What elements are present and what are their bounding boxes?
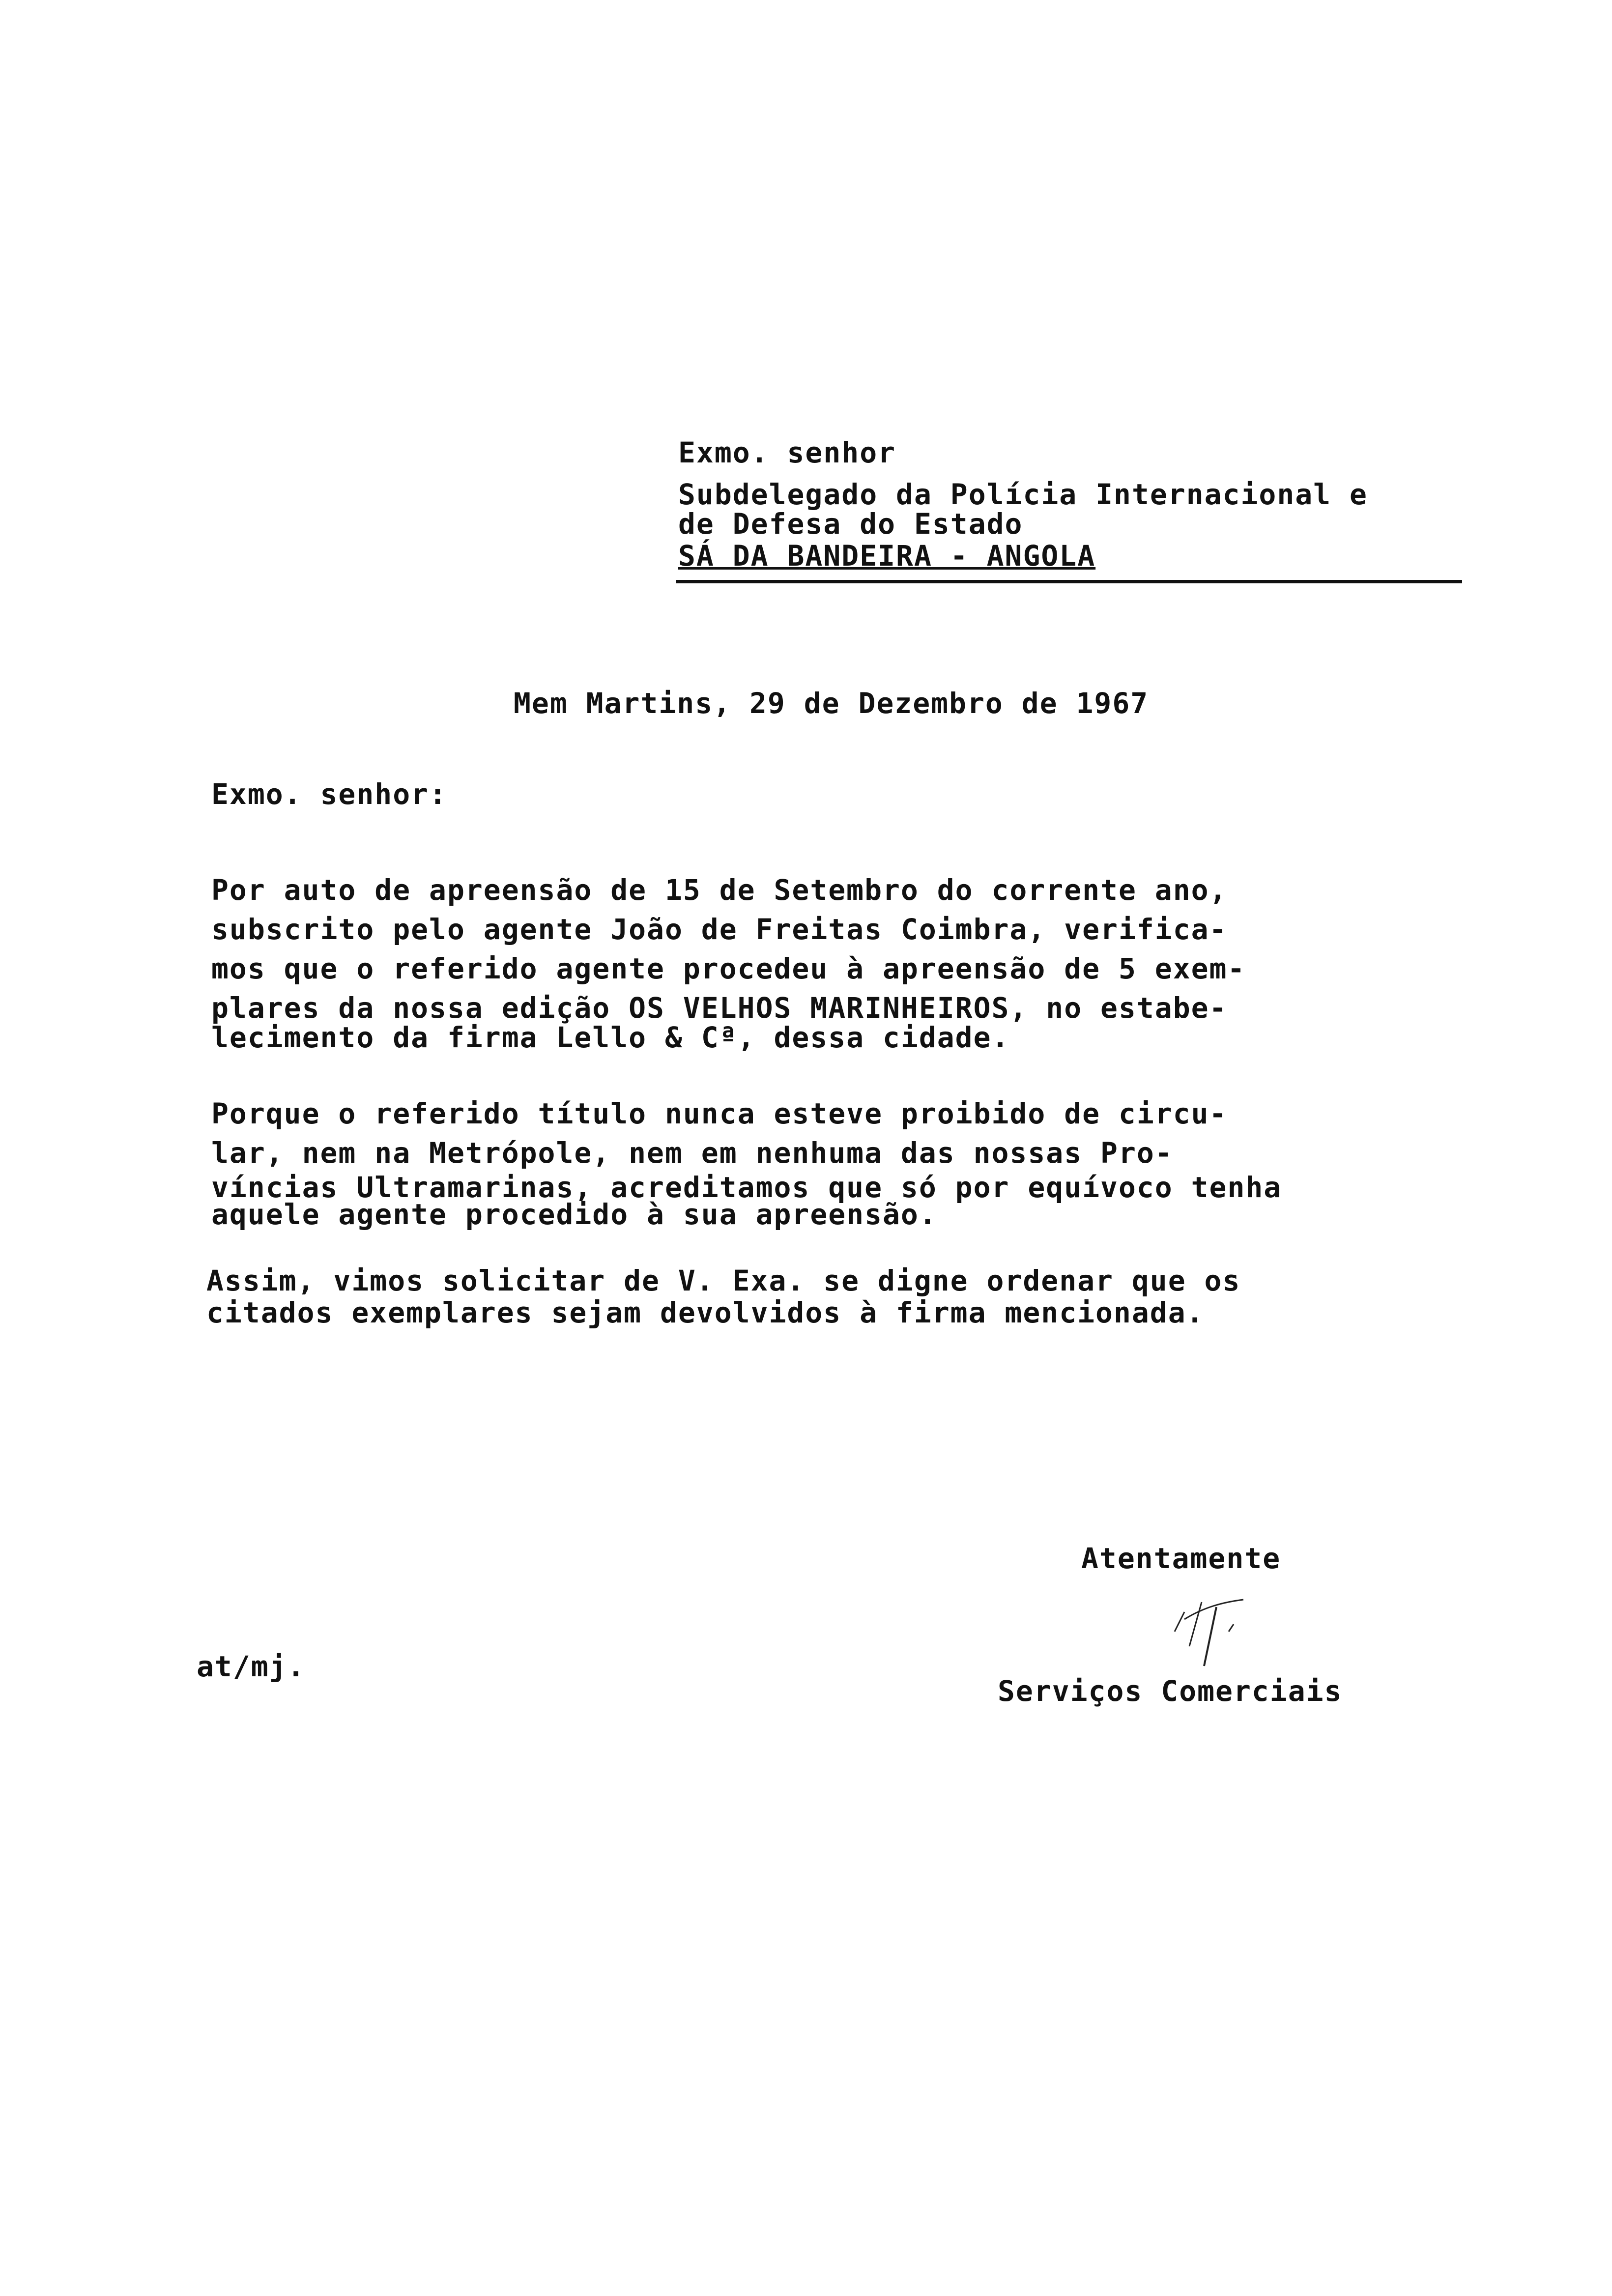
- paragraph-1-line: Por auto de apreensão de 15 de Setembro do corrente ano,: [211, 873, 1228, 907]
- addressee-location: SÁ DA BANDEIRA - ANGOLA: [678, 539, 1096, 573]
- signatory: Serviços Comerciais: [998, 1674, 1343, 1708]
- paragraph-3-line: Assim, vimos solicitar de V. Exa. se digne ordenar que os: [206, 1264, 1241, 1297]
- addressee-underline-rule: [676, 580, 1462, 583]
- closing: Atentamente: [1081, 1542, 1281, 1575]
- paragraph-2-line: aquele agente procedido à sua apreensão.: [211, 1198, 937, 1231]
- handwritten-signature: [1155, 1573, 1253, 1681]
- addressee-office-line-1: Subdelegado da Polícia Internacional e: [678, 478, 1368, 511]
- reference-initials: at/mj.: [197, 1650, 306, 1683]
- greeting: Exmo. senhor:: [211, 777, 447, 811]
- paragraph-3-line: citados exemplares sejam devolvidos à firma mencionada.: [206, 1296, 1205, 1329]
- paragraph-2-line: lar, nem na Metrópole, nem em nenhuma das nossas Pro-: [211, 1136, 1173, 1170]
- paragraph-1-line: lecimento da firma Lello & Cª, dessa cidade.: [211, 1021, 1010, 1054]
- paragraph-2-line: Porque o referido título nunca esteve proibido de circu-: [211, 1097, 1228, 1130]
- addressee-office-line-2: de Defesa do Estado: [678, 507, 1023, 541]
- paragraph-1-line: subscrito pelo agente João de Freitas Coimbra, verifica-: [211, 913, 1228, 946]
- date-line: Mem Martins, 29 de Dezembro de 1967: [514, 687, 1149, 720]
- paragraph-1-line: mos que o referido agente procedeu à apreensão de 5 exem-: [211, 952, 1246, 985]
- paragraph-1-line: plares da nossa edição OS VELHOS MARINHEIROS, no estabe-: [211, 991, 1228, 1025]
- paragraph-2-line: víncias Ultramarinas, acreditamos que só por equívoco tenha: [211, 1171, 1282, 1204]
- addressee-salutation: Exmo. senhor: [678, 436, 896, 469]
